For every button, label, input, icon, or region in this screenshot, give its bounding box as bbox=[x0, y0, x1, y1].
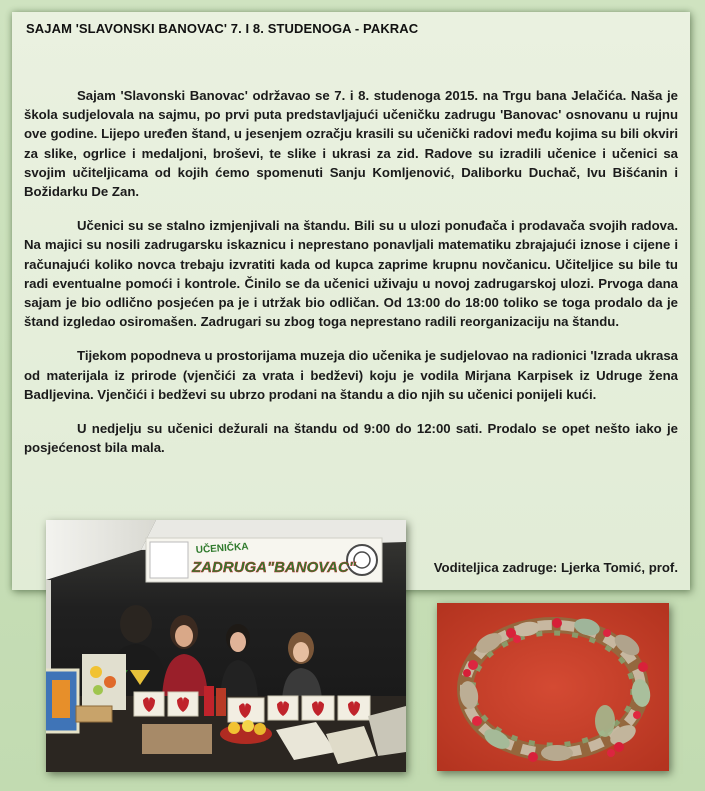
article-paragraph: Sajam 'Slavonski Banovac' održavao se 7. i 8. studenoga 2015. na Trgu bana Jelačića. Naša je škola sudjelovala na sajmu, po prvi puta predstavljajući učeničku zadrugu 'Banovac' osnovanu u rujnu ove godine. Lijepo uređen štand, u jesenjem ozračju krasili su učenički radovi među kojima su bili okviri za slike, ogrlice i medaljoni, broševi, te slike i ukrasi za zid. Radove su izradili učenice i učenici sa svojim učiteljicama od kojih ćemo spomenuti Sanju Komljenović, Daliborku Duchač, Ivu Bišćanin i Božidarku De Zan. bbox=[24, 88, 678, 200]
cooperative-banner bbox=[146, 538, 382, 582]
wreath-photo bbox=[437, 603, 669, 771]
article-body bbox=[24, 86, 678, 472]
article-title: SAJAM 'SLAVONSKI BANOVAC' 7. I 8. STUDENOGA - PAKRAC bbox=[26, 21, 419, 36]
article-paragraph: Učenici su se stalno izmjenjivali na štandu. Bili su u ulozi ponuđača i prodavača svojih radova. Na majici su nosili zadrugarsku iskaznicu i neprestano ponavljali matematiku zbrajajući iznose i cijene i računajući koliko novca trebaju izvratiti kada od kupca zaprime krupnu novčanicu. Učiteljice su bile tu radi eventualne pomoći i kontrole. Činilo se da učenici uživaju u novoj zadrugarskoj ulozi. Prvoga dana sajam je bio odlično posjećen pa je i utržak bio odličan. Od 13:00 do 18:00 toliko se toga prodalo da je štand izgledao osiromašen. Zadrugari su zbog toga neprestano radili reorganizaciju na štandu. bbox=[24, 218, 678, 330]
banner-line-1: UČENIČKA bbox=[195, 541, 249, 556]
article-paragraph: Tijekom popodneva u prostorijama muzeja dio učenika je sudjelovao na radionici 'Izrada ukrasa od materijala iz prirode (vjenčići za vrata i bedževi) koju je vodila Mirjana Karpisek iz Udruge žena Badljevina. Vjenčići i bedževi su ubrzo prodani na štandu a dio njih su učenici ponijeli kući. bbox=[24, 348, 678, 402]
banner-line-2: ZADRUGA"BANOVAC" bbox=[192, 559, 356, 576]
article-card bbox=[12, 12, 690, 590]
article-signature: Voditeljica zadruge: Ljerka Tomić, prof. bbox=[433, 560, 678, 575]
article-paragraph: U nedjelju su učenici dežurali na štandu od 9:00 do 12:00 sati. Prodalo se opet nešto iako je posjećenost bila mala. bbox=[24, 421, 678, 456]
fair-stand-photo bbox=[46, 520, 406, 772]
